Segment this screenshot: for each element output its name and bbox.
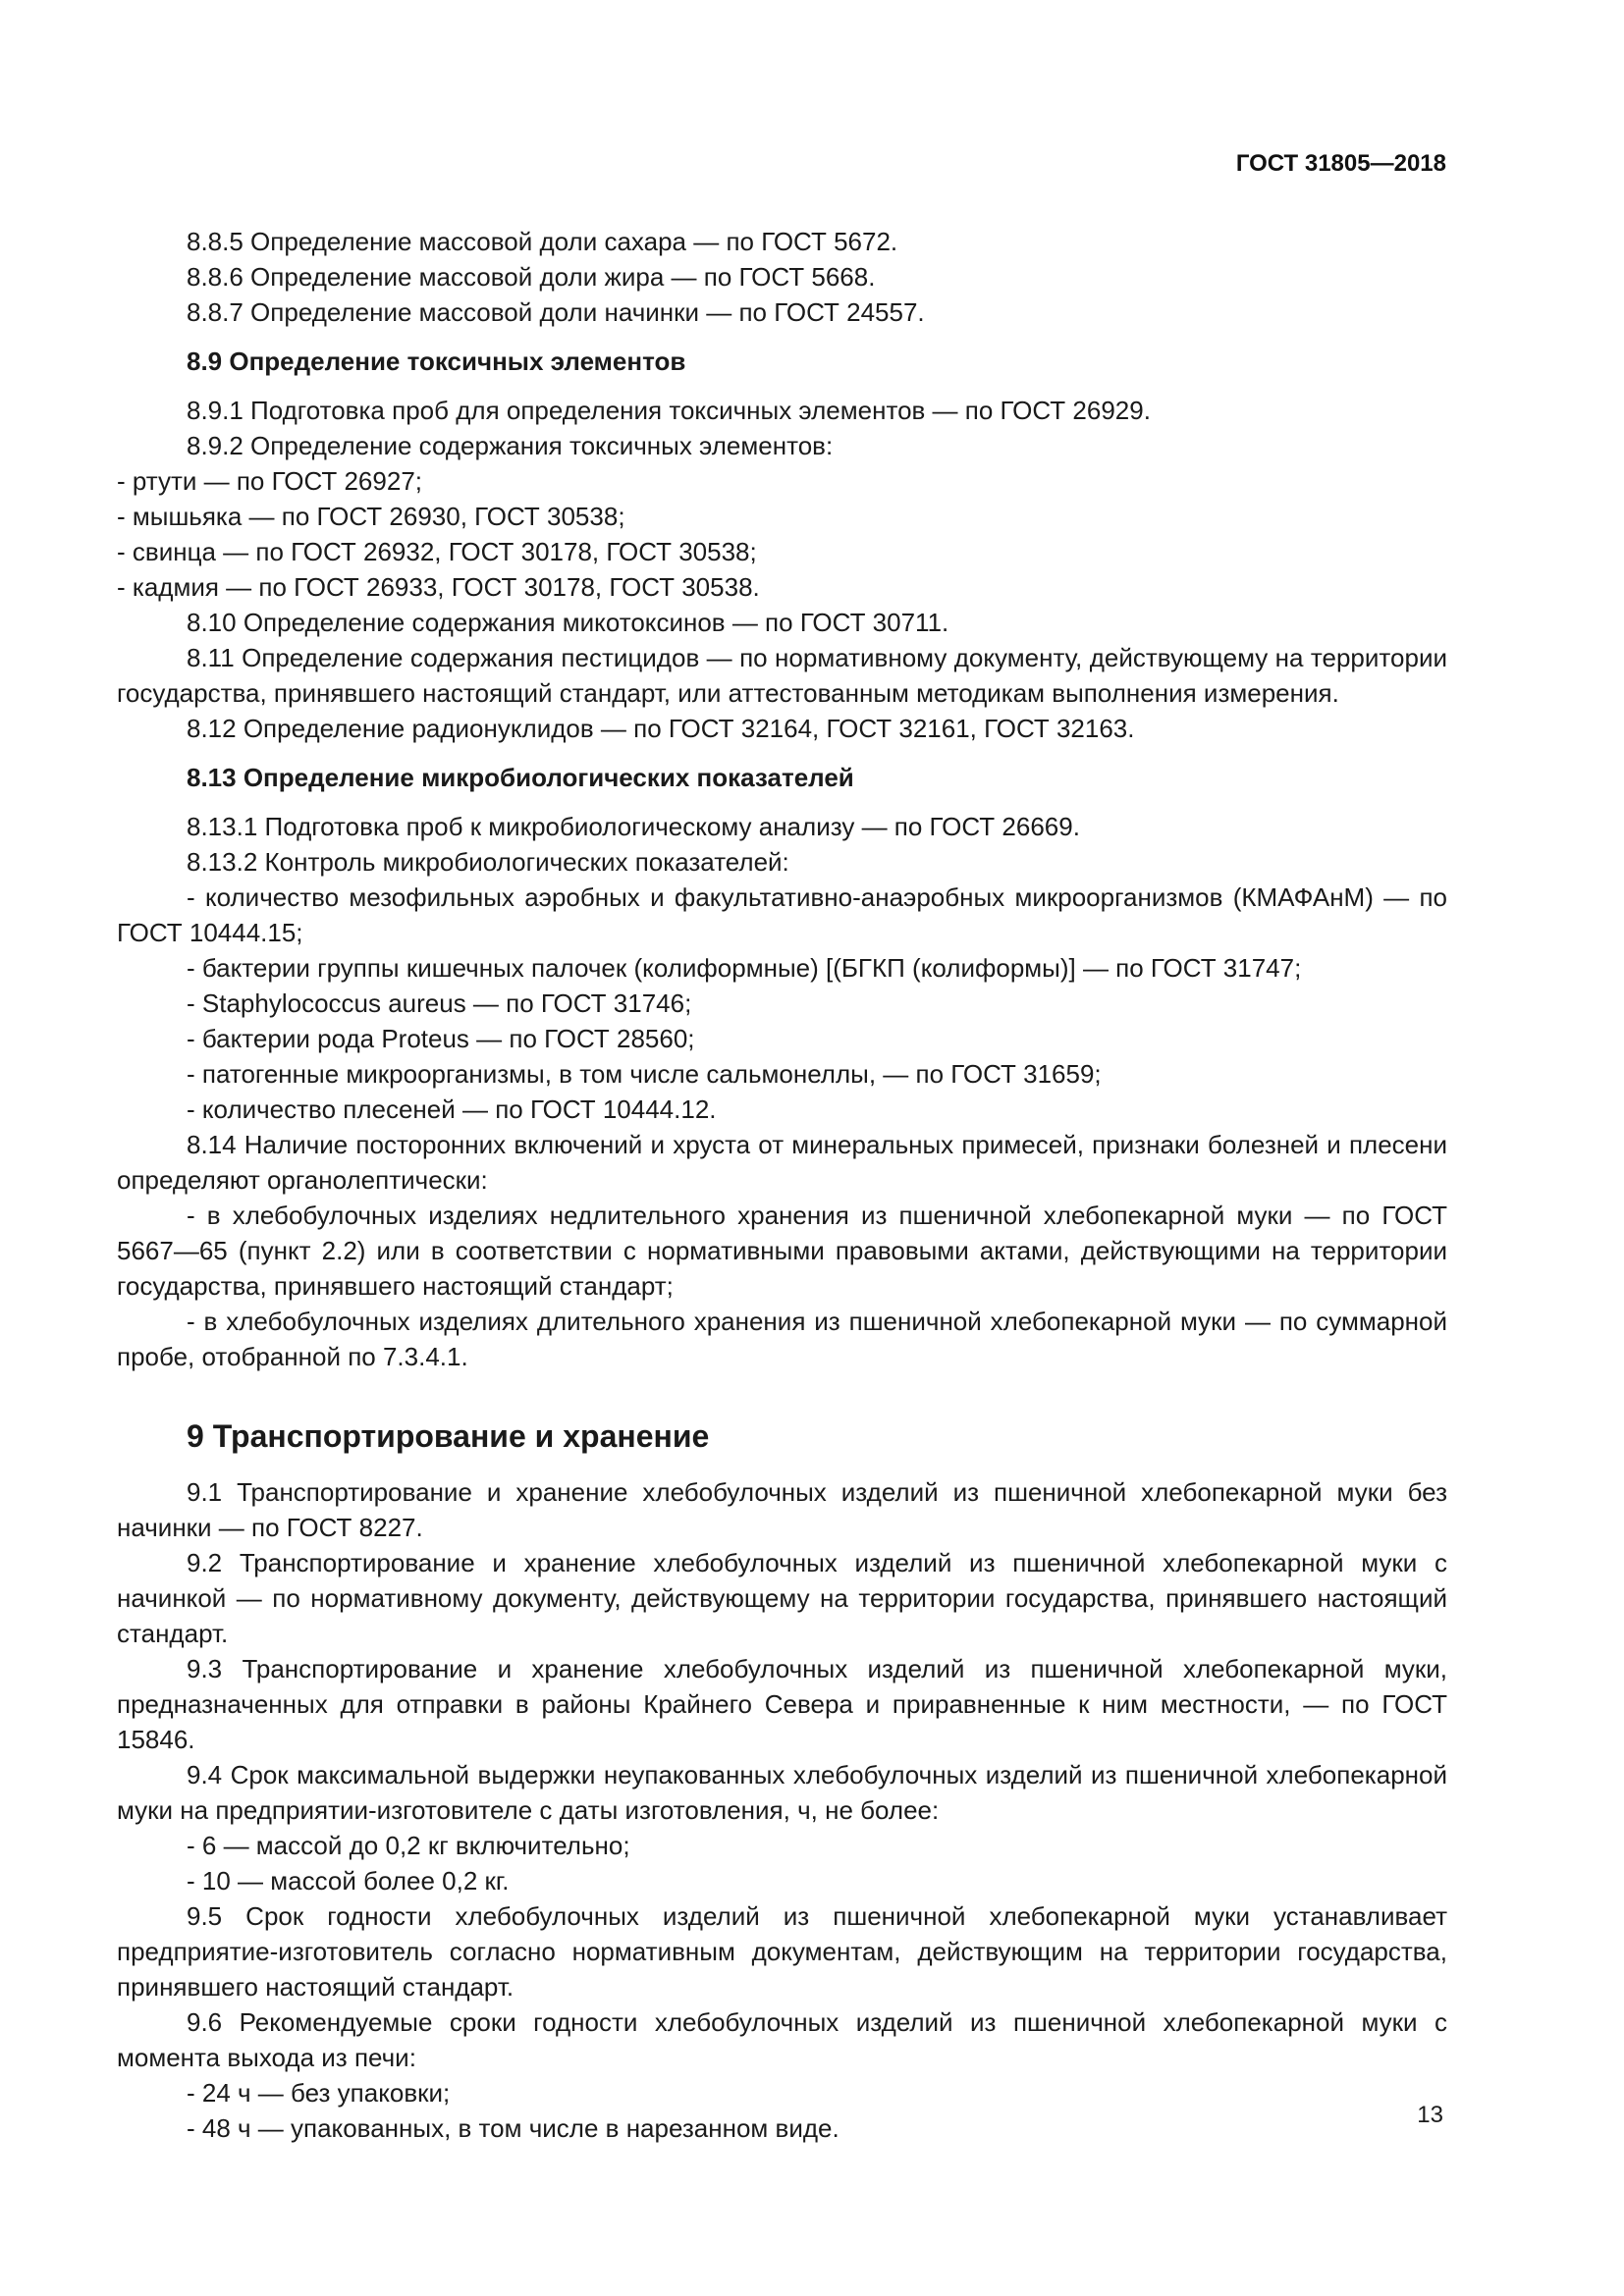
list-item-kmafanm: - количество мезофильных аэробных и факультативно-анаэробных микроорганизмов (КМАФАнМ) — по ГОСТ 10444.15;	[117, 882, 1447, 947]
chapter-heading-9: 9 Транспортирование и хранение	[187, 1418, 710, 1454]
paragraph-8-9-2: 8.9.2 Определение содержания токсичных элементов:	[187, 431, 834, 460]
section-heading-8-9: 8.9 Определение токсичных элементов	[187, 347, 686, 376]
list-item-lead: - свинца — по ГОСТ 26932, ГОСТ 30178, ГОСТ 30538;	[117, 537, 757, 566]
list-item-staphylococcus: - Staphylococcus aureus — по ГОСТ 31746;	[187, 988, 692, 1018]
paragraph-8-13-2: 8.13.2 Контроль микробиологических показателей:	[187, 847, 789, 877]
paragraph-8-8-7: 8.8.7 Определение массовой доли начинки — по ГОСТ 24557.	[187, 297, 925, 327]
paragraph-9-4: 9.4 Срок максимальной выдержки неупакованных хлебобулочных изделий из пшеничной хлебопекарной муки на предприятии-изготовителе с даты изготовления, ч, не более:	[117, 1760, 1447, 1825]
paragraph-8-8-6: 8.8.6 Определение массовой доли жира — по ГОСТ 5668.	[187, 262, 876, 292]
paragraph-9-1: 9.1 Транспортирование и хранение хлебобулочных изделий из пшеничной хлебопекарной муки без начинки — по ГОСТ 8227.	[117, 1477, 1447, 1542]
paragraph-8-9-1: 8.9.1 Подготовка проб для определения токсичных элементов — по ГОСТ 26929.	[187, 396, 1151, 425]
list-item-bgkp: - бактерии группы кишечных палочек (колиформные) [(БГКП (колиформы)] — по ГОСТ 31747;	[187, 953, 1302, 983]
list-item-10: - 10 — массой более 0,2 кг.	[187, 1866, 510, 1896]
list-item-pathogens: - патогенные микроорганизмы, в том числе сальмонеллы, — по ГОСТ 31659;	[187, 1059, 1102, 1089]
document-header: ГОСТ 31805—2018	[1235, 150, 1446, 177]
list-item-cadmium: - кадмия — по ГОСТ 26933, ГОСТ 30178, ГОСТ 30538.	[117, 572, 760, 602]
section-heading-8-13: 8.13 Определение микробиологических показателей	[187, 763, 854, 792]
list-item-6: - 6 — массой до 0,2 кг включительно;	[187, 1831, 630, 1860]
paragraph-9-6: 9.6 Рекомендуемые сроки годности хлебобулочных изделий из пшеничной хлебопекарной муки с момента выхода из печи:	[117, 2007, 1447, 2072]
paragraph-8-10: 8.10 Определение содержания микотоксинов — по ГОСТ 30711.	[187, 608, 949, 637]
list-item-24h: - 24 ч — без упаковки;	[187, 2078, 451, 2108]
list-item-short-storage: - в хлебобулочных изделиях недлительного хранения из пшеничной хлебопекарной муки — по ГОСТ 5667—65 (пункт 2.2) или в соответствии с нормативными правовыми актами, действующими на территории государства, принявшего настоящий стандарт;	[117, 1201, 1447, 1301]
list-item-proteus: - бактерии рода Proteus — по ГОСТ 28560;	[187, 1024, 695, 1053]
list-item-molds: - количество плесеней — по ГОСТ 10444.12.	[187, 1095, 717, 1124]
paragraph-9-3: 9.3 Транспортирование и хранение хлебобулочных изделий из пшеничной хлебопекарной муки, предназначенных для отправки в районы Крайнего Севера и приравненные к ним местности, — по ГОСТ 15846.	[117, 1654, 1447, 1754]
list-item-48h: - 48 ч — упакованных, в том числе в нарезанном виде.	[187, 2113, 839, 2143]
list-item-long-storage: - в хлебобулочных изделиях длительного хранения из пшеничной хлебопекарной муки — по суммарной пробе, отобранной по 7.3.4.1.	[117, 1307, 1447, 1371]
paragraph-9-5: 9.5 Срок годности хлебобулочных изделий из пшеничной хлебопекарной муки устанавливает предприятие-изготовитель согласно нормативным документам, действующим на территории государства, принявшего настоящий стандарт.	[117, 1901, 1447, 2002]
page-number: 13	[1417, 2102, 1443, 2128]
paragraph-8-12: 8.12 Определение радионуклидов — по ГОСТ 32164, ГОСТ 32161, ГОСТ 32163.	[187, 714, 1135, 743]
paragraph-8-11: 8.11 Определение содержания пестицидов — по нормативному документу, действующему на территории государства, принявшего настоящий стандарт, или аттестованным методикам выполнения измерения.	[117, 643, 1447, 708]
paragraph-8-13-1: 8.13.1 Подготовка проб к микробиологическому анализу — по ГОСТ 26669.	[187, 812, 1080, 841]
list-item-arsenic: - мышьяка — по ГОСТ 26930, ГОСТ 30538;	[117, 502, 625, 531]
paragraph-8-8-5: 8.8.5 Определение массовой доли сахара — по ГОСТ 5672.	[187, 227, 898, 256]
list-item-mercury: - ртути — по ГОСТ 26927;	[117, 466, 422, 496]
paragraph-9-2: 9.2 Транспортирование и хранение хлебобулочных изделий из пшеничной хлебопекарной муки с начинкой — по нормативному документу, действующему на территории государства, принявшего настоящий стандарт.	[117, 1548, 1447, 1648]
paragraph-8-14: 8.14 Наличие посторонних включений и хруста от минеральных примесей, признаки болезней и плесени определяют органолептически:	[117, 1130, 1447, 1195]
document-body	[117, 224, 1447, 2146]
